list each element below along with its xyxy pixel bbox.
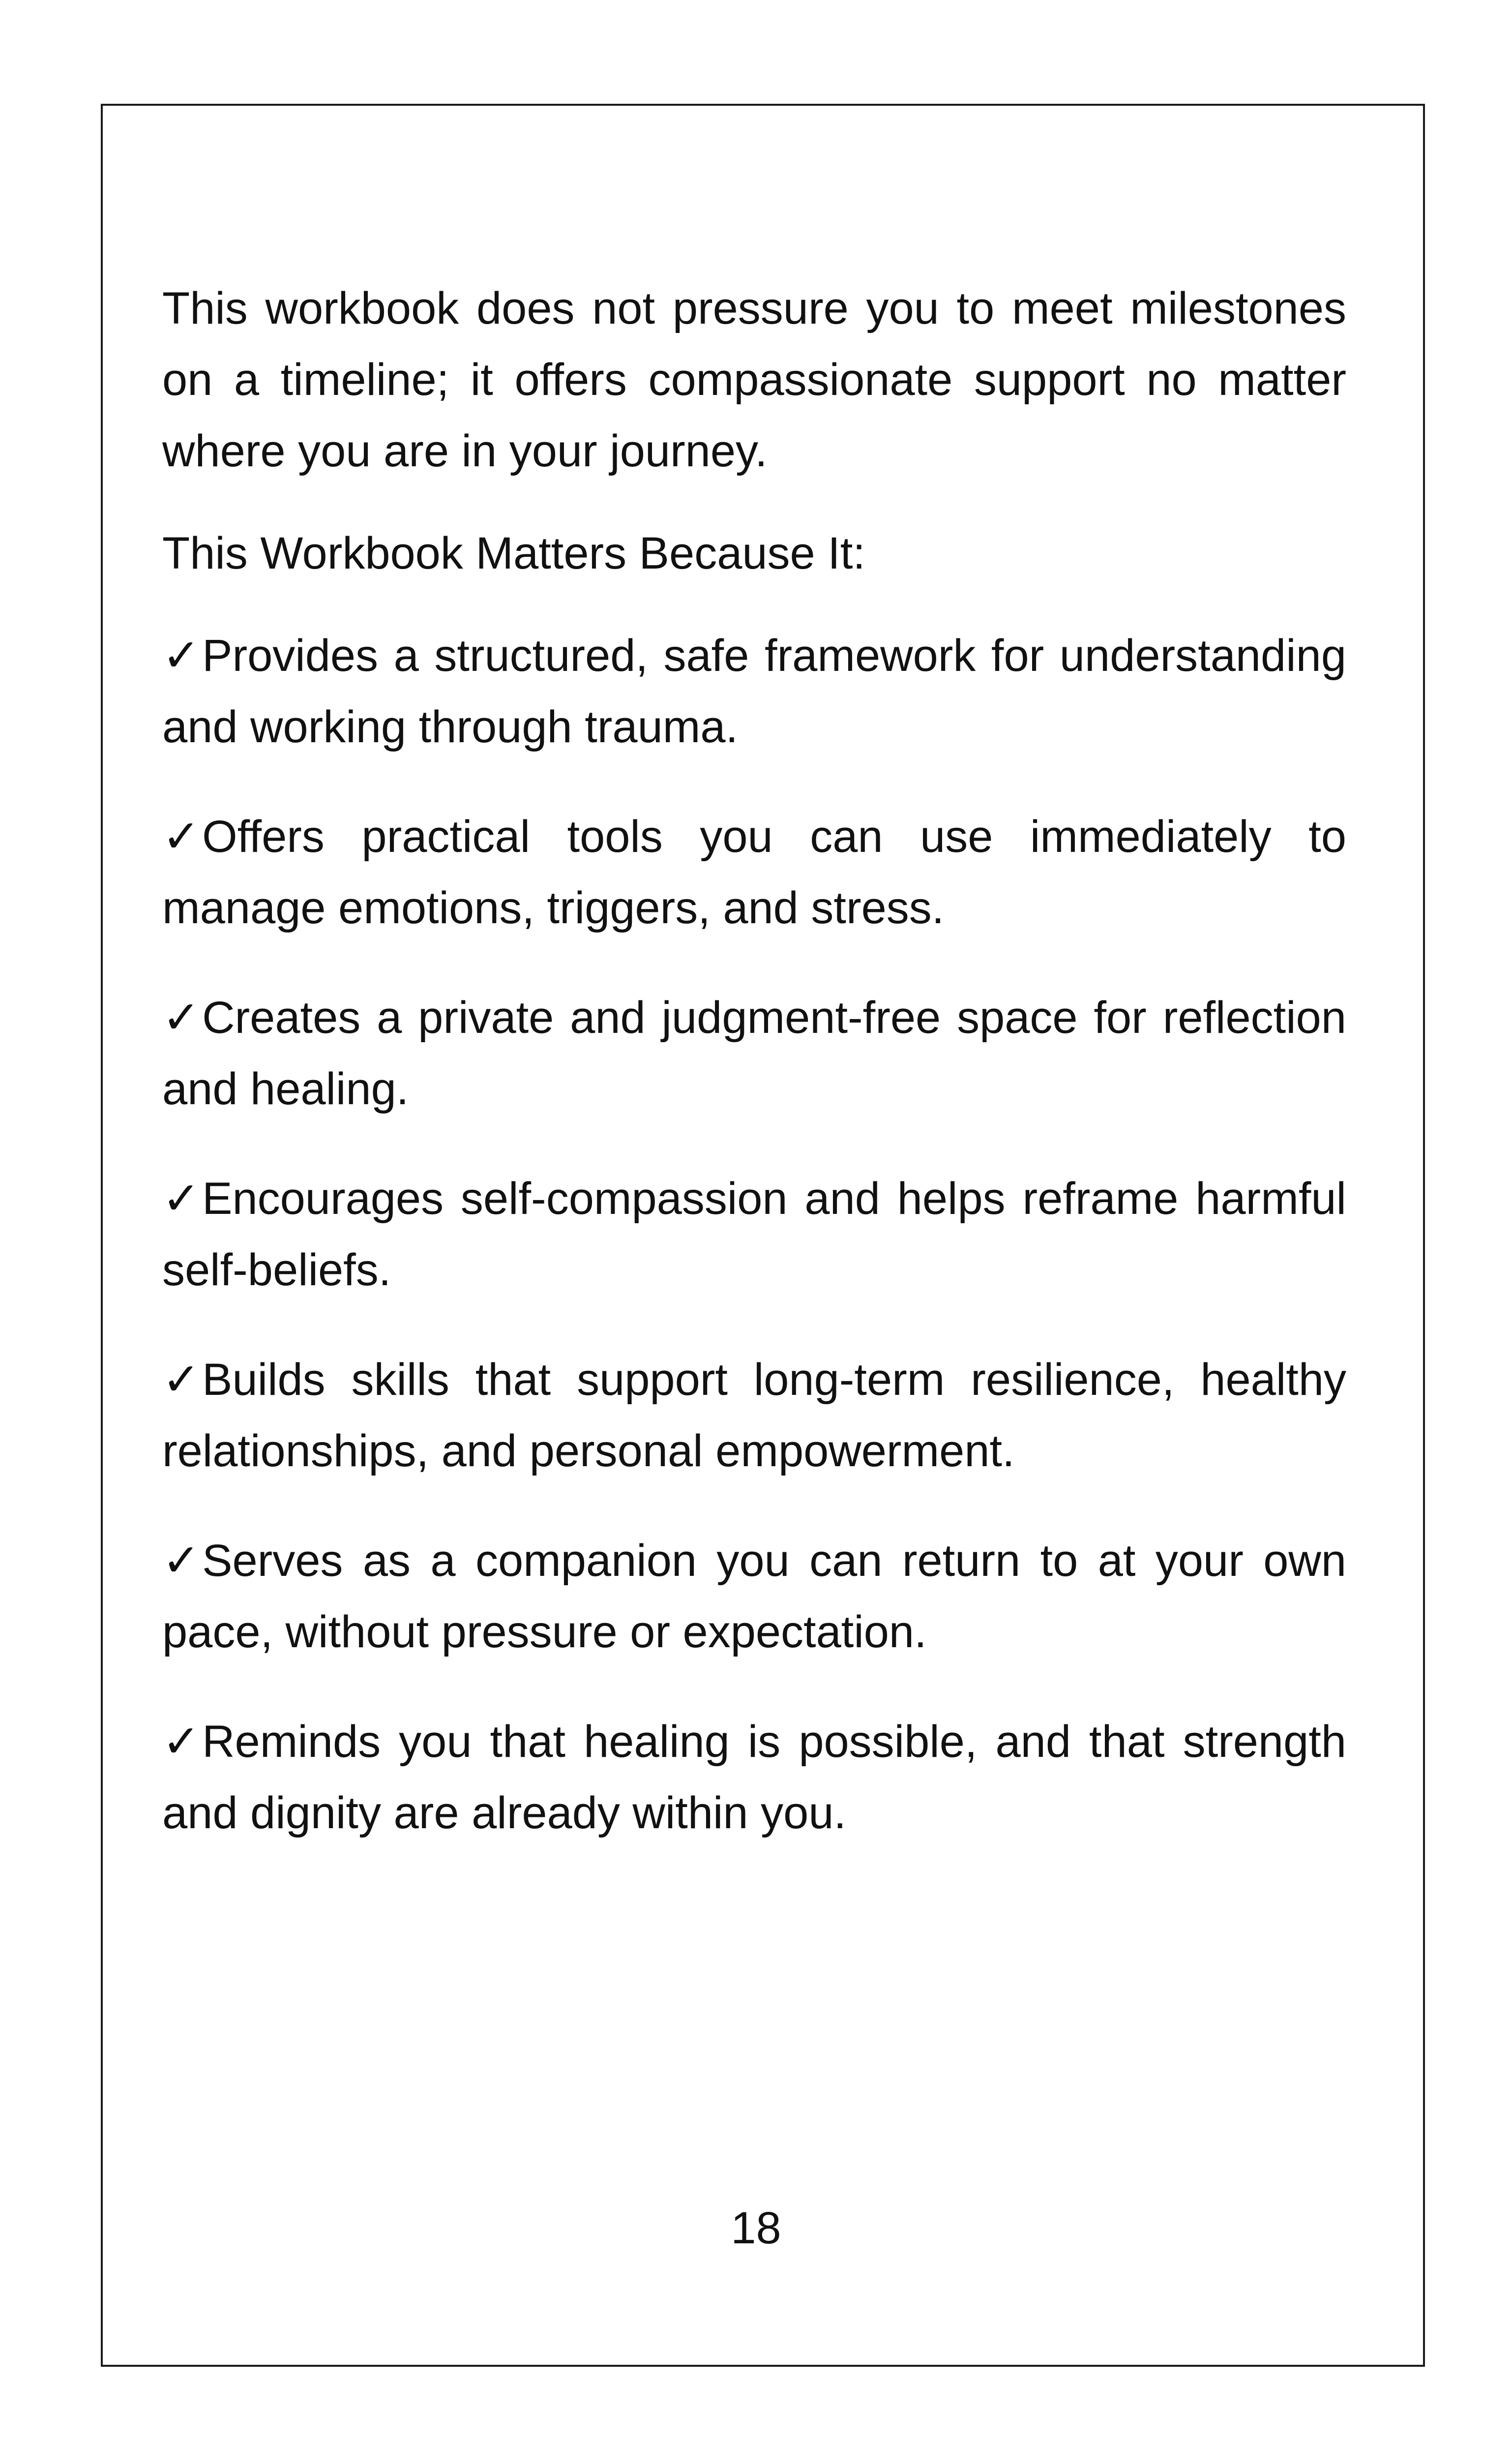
section-heading: This Workbook Matters Because It: <box>162 528 865 578</box>
checkmark-icon: ✓ <box>162 812 201 862</box>
intro-paragraph: This workbook does not pressure you to meet milestones on a timeline; it offers compassionate support no matter where you are in your journey. <box>162 283 1346 476</box>
list-item <box>162 801 1346 944</box>
list-item <box>162 1525 1346 1668</box>
list-item <box>162 982 1346 1125</box>
page-body <box>162 273 1346 1887</box>
list-item-text: Offers practical tools you can use immediately to manage emotions, triggers, and stress. <box>162 812 1346 933</box>
list-item-text: Provides a structured, safe framework for understanding and working through trauma. <box>162 631 1346 752</box>
list-item-text: Reminds you that healing is possible, and that strength and dignity are already within you. <box>162 1717 1346 1838</box>
checkmark-icon: ✓ <box>162 1536 201 1586</box>
list-item <box>162 620 1346 763</box>
list-item-text: Encourages self-compassion and helps reframe harmful self-beliefs. <box>162 1174 1346 1295</box>
checkmark-icon: ✓ <box>162 631 201 681</box>
list-item <box>162 1344 1346 1487</box>
list-item <box>162 1706 1346 1849</box>
list-item <box>162 1163 1346 1306</box>
page-number: 18 <box>731 2203 781 2253</box>
list-item-text: Serves as a companion you can return to at your own pace, without pressure or expectation. <box>162 1536 1346 1657</box>
checkmark-icon: ✓ <box>162 1717 201 1767</box>
checkmark-icon: ✓ <box>162 1174 201 1224</box>
list-item-text: Builds skills that support long-term resilience, healthy relationships, and personal empowerment. <box>162 1355 1346 1476</box>
checkmark-icon: ✓ <box>162 993 201 1043</box>
checkmark-icon: ✓ <box>162 1355 201 1405</box>
list-item-text: Creates a private and judgment-free space for reflection and healing. <box>162 993 1346 1114</box>
